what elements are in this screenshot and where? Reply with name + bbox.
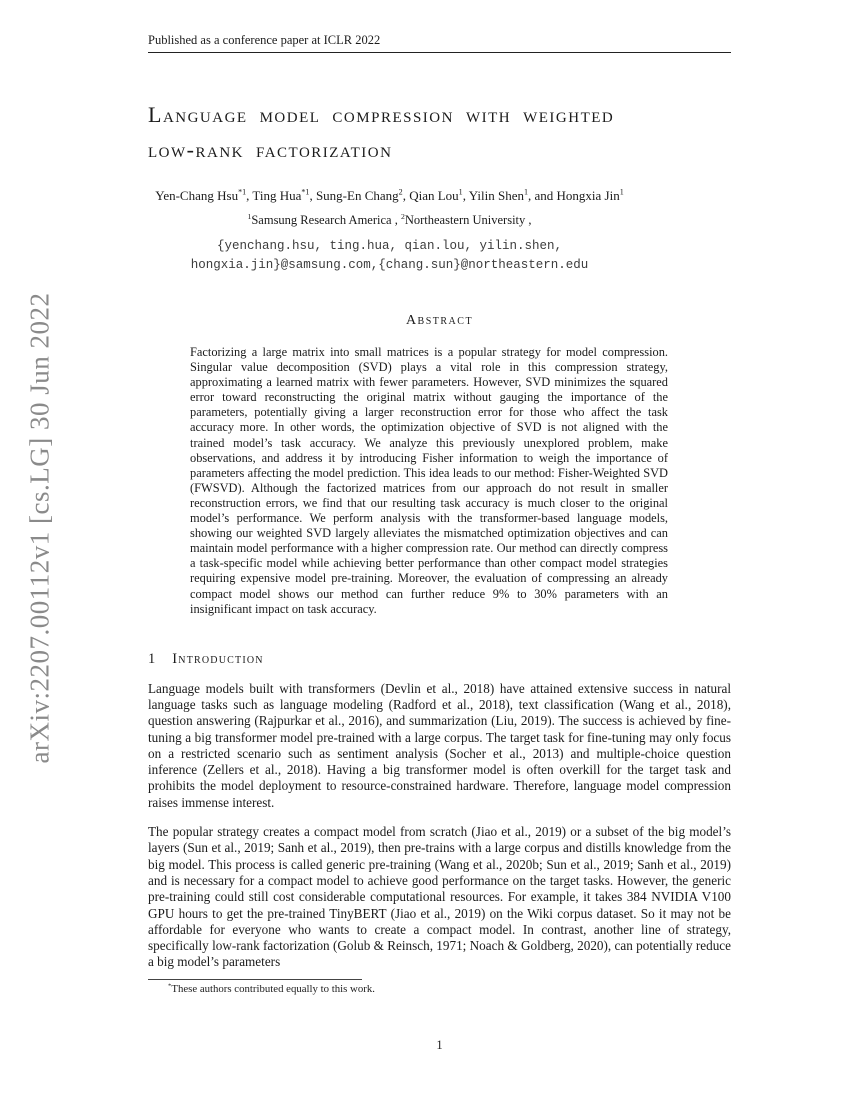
- section-1-title: Introduction: [172, 650, 264, 667]
- email-line-2: hongxia.jin}@samsung.com,{chang.sun}@northeastern.edu: [190, 258, 589, 272]
- footnote-rule: [148, 979, 362, 980]
- header-rule: [148, 52, 731, 53]
- arxiv-stamp: arXiv:2207.00112v1 [cs.LG] 30 Jun 2022: [24, 292, 55, 764]
- affiliations-line: $^1$Samsung Research America , $^2$Northeastern University ,: [247, 211, 532, 227]
- author-emails: [98, 237, 681, 275]
- paper-title: [148, 97, 731, 167]
- paper-title-line-2: low-rank factorization: [148, 137, 393, 162]
- authors-line: Yen-Chang Hsu$^{*1}$, Ting Hua$^{*1}$, Sung-En Chang$^2$, Qian Lou$^1$, Yilin Shen$^1$, and Hongxia Jin$^1$: [155, 187, 624, 203]
- abstract-heading: Abstract: [405, 313, 474, 328]
- section-1-heading: [148, 651, 731, 668]
- abstract-text: Factorizing a large matrix into small matrices is a popular strategy for model compression. Singular value decomposition (SVD) plays a vital role in this compression strategy, approximating a learned matrix with fewer parameters. However, SVD minimizes the squared error toward reconstructing the original matrix without gauging the importance of the parameters, potentially giving a larger reconstruction error for those who affect the task accuracy more. In other words, the optimization objective of SVD is not aligned with the trained model’s task accuracy. We analyze this previously unexplored problem, make observations, and address it by introducing Fisher information to weigh the importance of parameters affecting the model prediction. This idea leads to our method: Fisher-Weighted SVD (FWSVD). Although the factorized matrices from our approach do not result in smaller reconstruction errors, we find that our resulting task accuracy is much closer to the original model’s performance. We perform analysis with the transformer-based language models, showing our weighted SVD largely alleviates the mismatched optimization objectives and can maintain model performance with a higher compression rate. Our method can directly compress a task-specific model while achieving better performance than other compact model strategies requiring expensive model pre-training. Moreover, the evaluation of compressing an already compact model shows our method can further reduce 9% to 30% parameters with an insignificant impact on task accuracy.: [190, 345, 668, 616]
- section-1-number: 1: [148, 650, 156, 667]
- conference-header: Published as a conference paper at ICLR 2022: [148, 33, 381, 47]
- paper-title-line-1: Language model compression with weighted: [148, 102, 615, 127]
- email-line-1: {yenchang.hsu, ting.hua, qian.lou, yilin.shen,: [216, 239, 563, 253]
- footnote-text: *These authors contributed equally to this work.: [168, 982, 375, 995]
- footnote-block: [148, 979, 731, 995]
- intro-paragraph-2: The popular strategy creates a compact model from scratch (Jiao et al., 2019) or a subset of the big model’s layers (Sun et al., 2019; Sanh et al., 2019), then pre-trains with a large corpus and distills knowledge from the big model. This process is called generic pre-training (Wang et al., 2020b; Sun et al., 2019; Sanh et al., 2019) and is necessary for a compact model to achieve good performance on the target tasks. However, the generic pre-training could still cost considerable computational resources. For example, it takes 384 NVIDIA V100 GPU hours to get the pre-trained TinyBERT (Jiao et al., 2019) on the Wiki corpus dataset. So it may not be affordable for everyone who wants to create a compact model. In contrast, another line of strategy, specifically low-rank factorization (Golub & Reinsch, 1971; Noach & Goldberg, 2020), can potentially reduce a big model’s parameters: [148, 824, 731, 970]
- page-content: [148, 0, 731, 995]
- author-block: [98, 188, 681, 275]
- page-number: 1: [436, 1038, 443, 1052]
- intro-paragraph-1: Language models built with transformers (Devlin et al., 2018) have attained extensive success in natural language tasks such as language modeling (Radford et al., 2018), text classification (Wang et al., 2018), question answering (Rajpurkar et al., 2016), and summarization (Liu, 2019). The success is achieved by fine-tuning a big transformer model pre-trained with a large corpus. The target task for fine-tuning may only focus on a restricted scenario such as sentiment analysis (Socher et al., 2013) and multiple-choice question inference (Zellers et al., 2018). Having a big transformer model is often overkill for the target task and prohibits the model deployment to resource-constrained hardware. Therefore, language model compression raises immense interest.: [148, 680, 731, 810]
